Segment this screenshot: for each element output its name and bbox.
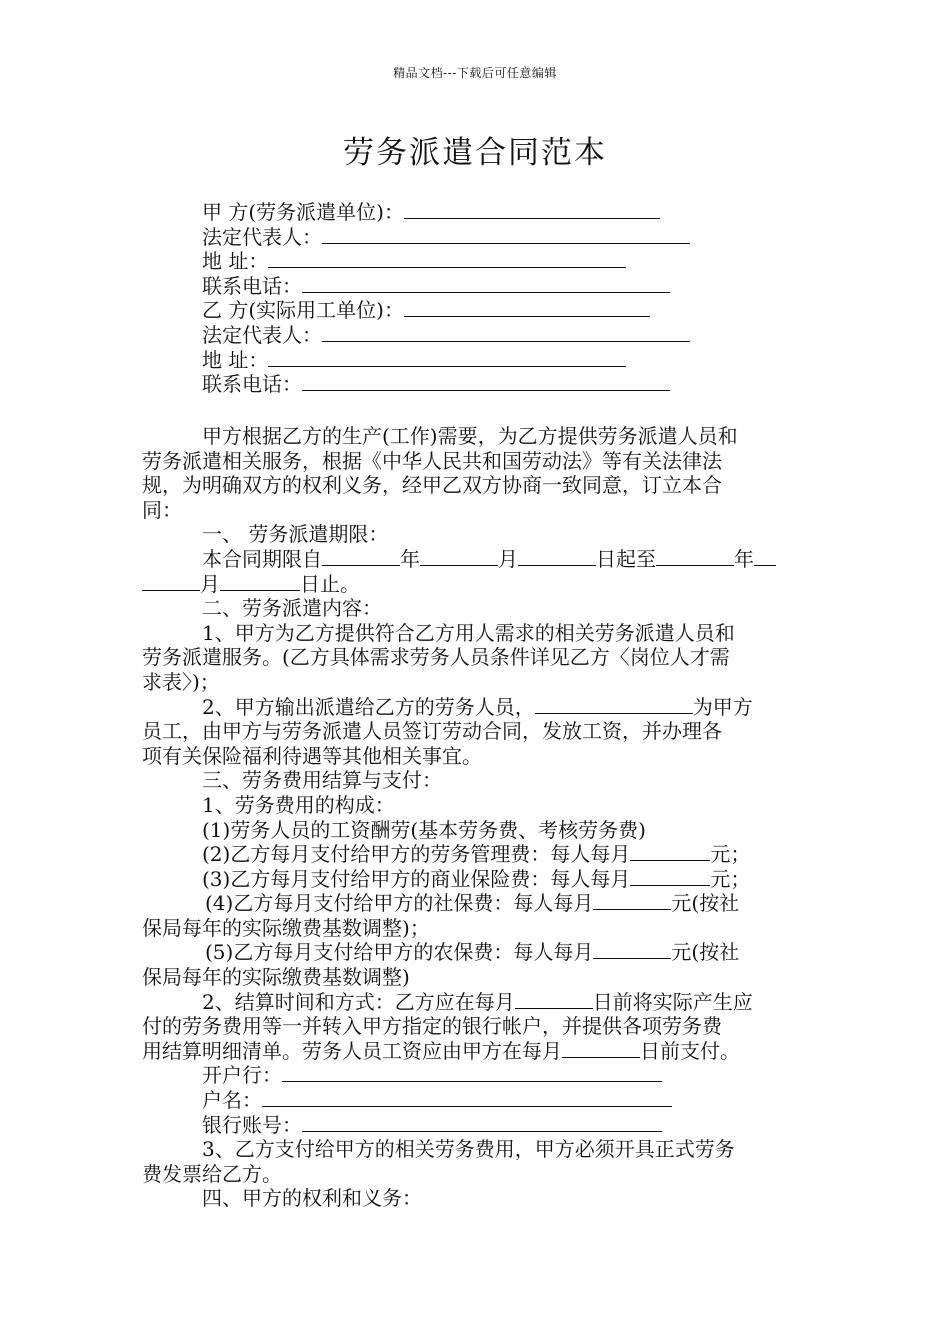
fill-blank (630, 867, 710, 886)
fill-blank (302, 275, 670, 293)
party-a-address-label: 地 址： (202, 249, 269, 274)
clause-line (142, 990, 807, 1015)
clause-line (142, 695, 807, 720)
fee-item-text: (4)乙方每月支付给甲方的社保费：每人每月 (205, 891, 594, 916)
fee-item-text: (2)乙方每月支付给甲方的劳务管理费：每人每月 (202, 842, 631, 867)
fill-blank (515, 990, 593, 1009)
party-a-rep-label: 法定代表人： (202, 224, 322, 249)
clause-line: 费发票给乙方。 (142, 1161, 282, 1186)
account-name-label: 户名： (202, 1088, 262, 1113)
fee-item-line (142, 867, 807, 892)
section-heading: 三、劳务费用结算与支付： (202, 768, 442, 793)
preamble-line: 劳务派遣相关服务，根据《中华人民共和国劳动法》等有关法律法 (142, 448, 722, 473)
fill-blank (754, 547, 776, 566)
section-heading: 一、 劳务派遣期限： (202, 522, 389, 547)
fill-blank (268, 349, 626, 367)
party-b-phone-line (202, 372, 690, 397)
fee-item-unit: 元； (710, 866, 751, 891)
fill-blank (518, 547, 596, 566)
party-b-address-label: 地 址： (202, 347, 269, 372)
party-b-phone-label: 联系电话： (202, 372, 302, 397)
fill-blank (142, 572, 200, 591)
document-title: 劳务派遣合同范本 (343, 135, 607, 171)
party-a-address-line (202, 249, 690, 274)
preamble-line: 同： (142, 497, 182, 522)
fill-blank (630, 842, 710, 861)
fee-item-line (142, 940, 807, 965)
clause-line (142, 1039, 807, 1064)
clause-text: 日前将实际产生应 (592, 989, 753, 1014)
fee-item-line: 保局每年的实际缴费基数调整)； (142, 915, 430, 940)
fill-blank (656, 547, 734, 566)
fee-item-line: (1)劳务人员的工资酬劳(基本劳务费、考核劳务费) (202, 817, 646, 842)
fill-blank (562, 1039, 640, 1058)
bank-line (142, 1063, 807, 1088)
clause-line: 劳务派遣服务。(乙方具体需求劳务人员条件详见乙方〈岗位人才需 (142, 645, 730, 670)
clause-text: 用结算明细清单。劳务人员工资应由甲方在每月 (142, 1038, 562, 1063)
clause-text: 为甲方 (692, 694, 753, 719)
fee-item-text: 元(按社 (671, 891, 740, 916)
clause-text: 2、结算时间和方式：乙方应在每月 (202, 989, 515, 1014)
fill-blank (593, 940, 671, 959)
preamble-line: 规，为明确双方的权利义务，经甲乙双方协商一致同意，订立本合 (142, 473, 722, 498)
fill-blank (282, 1063, 662, 1082)
fill-blank (322, 324, 690, 342)
fill-blank (593, 891, 671, 910)
period-line-2 (142, 572, 807, 597)
fill-blank (420, 547, 498, 566)
year-label: 年 (734, 546, 754, 571)
fill-blank (262, 1088, 672, 1107)
contract-body (142, 424, 807, 1211)
fee-item-line (142, 842, 807, 867)
clause-line: 付的劳务费用等一并转入甲方指定的银行帐户，并提供各项劳务费 (142, 1014, 722, 1039)
fill-blank (220, 572, 300, 591)
day-from-label: 日起至 (596, 546, 656, 571)
party-b-rep-line (202, 323, 690, 348)
party-info-block (202, 200, 690, 397)
clause-line: 1、甲方为乙方提供符合乙方用人需求的相关劳务派遣人员和 (202, 620, 735, 645)
party-a-rep-line (202, 225, 690, 250)
account-no-label: 银行账号： (202, 1112, 302, 1137)
fee-item-line: 保局每年的实际缴费基数调整) (142, 965, 410, 990)
clause-line: 3、乙方支付给甲方的相关劳务费用，甲方必须开具正式劳务 (202, 1137, 735, 1162)
fill-blank (268, 250, 626, 268)
section-heading: 四、甲方的权利和义务： (202, 1186, 422, 1211)
party-b-address-line (202, 348, 690, 373)
month-label: 月 (200, 571, 220, 596)
page-header-note: 精品文档---下载后可任意编辑 (393, 66, 557, 80)
clause-line: 项有关保险福利待遇等其他相关事宜。 (142, 743, 482, 768)
account-no-line (142, 1113, 807, 1138)
fee-item-text: (5)乙方每月支付给甲方的农保费：每人每月 (205, 940, 594, 965)
clause-line: 1、劳务费用的构成： (202, 792, 395, 817)
fill-blank (322, 547, 400, 566)
period-line (142, 547, 807, 572)
party-b-rep-label: 法定代表人： (202, 322, 322, 347)
fill-blank (322, 226, 690, 244)
fill-blank (404, 201, 660, 219)
bank-label: 开户行： (202, 1063, 282, 1088)
account-name-line (142, 1088, 807, 1113)
fee-item-unit: 元； (710, 842, 751, 867)
fee-item-text: 元(按社 (671, 940, 740, 965)
party-a-label: 甲 方(劳务派遣单位)： (202, 200, 404, 224)
fill-blank (404, 299, 650, 317)
clause-text: 日前支付。 (640, 1038, 740, 1063)
fill-blank (535, 695, 693, 714)
fee-item-line (142, 891, 807, 916)
party-b-name-line (202, 298, 690, 323)
clause-line: 求表〉)； (142, 669, 220, 694)
clause-line: 员工，由甲方与劳务派遣人员签订劳动合同，发放工资，并办理各 (142, 719, 722, 744)
party-b-label: 乙 方(实际用工单位)： (202, 298, 404, 323)
preamble-line: 甲方根据乙方的生产(工作)需要，为乙方提供劳务派遣人员和 (202, 424, 738, 448)
year-label: 年 (400, 546, 420, 571)
month-label: 月 (498, 546, 518, 571)
fee-item-text: (3)乙方每月支付给甲方的商业保险费：每人每月 (202, 866, 631, 891)
day-end-label: 日止。 (300, 571, 360, 596)
party-a-name-line (202, 200, 690, 225)
party-a-phone-label: 联系电话： (202, 273, 302, 298)
clause-text: 2、甲方输出派遣给乙方的劳务人员， (202, 694, 535, 719)
period-from-label: 本合同期限自 (202, 546, 322, 571)
section-heading: 二、劳务派遣内容： (202, 596, 382, 621)
fill-blank (302, 1113, 662, 1132)
party-a-phone-line (202, 274, 690, 299)
fill-blank (302, 373, 670, 391)
